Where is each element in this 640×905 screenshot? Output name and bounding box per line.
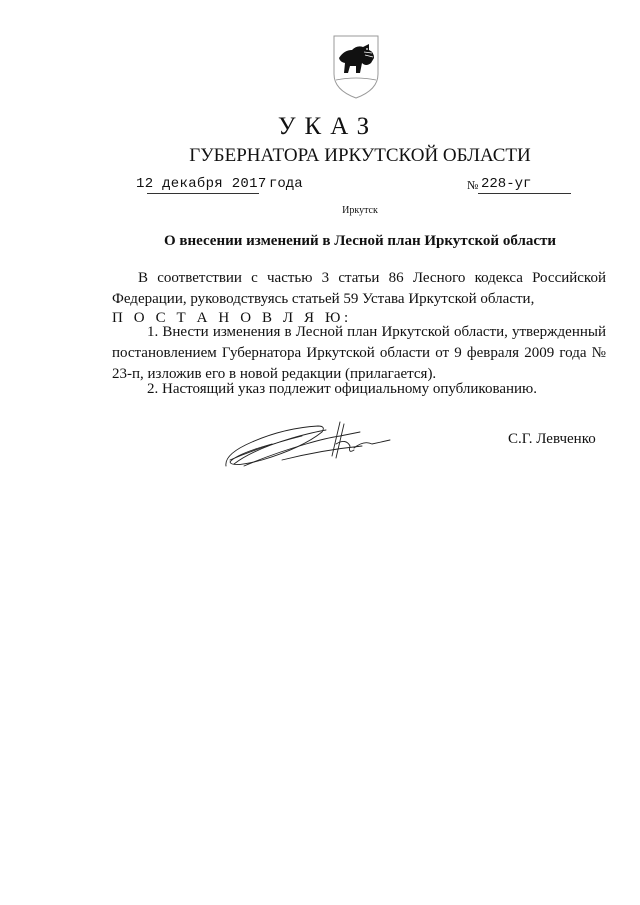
- preamble-paragraph: В соответствии с частью 3 статьи 86 Лесного кодекса Российской Федерации, руководствуясь статьей 59 Устава Иркутской области,: [112, 270, 606, 307]
- decree-word: П О С Т А Н О В Л Я Ю:: [112, 310, 352, 326]
- decree-item-2: 2. Настоящий указ подлежит официальному опубликованию.: [147, 381, 538, 397]
- issuer-title: ГУБЕРНАТОРА ИРКУТСКОЙ ОБЛАСТИ: [189, 145, 531, 166]
- number-underline: [478, 193, 571, 194]
- number-label: №: [467, 178, 479, 192]
- date-suffix: года: [269, 176, 303, 192]
- decree-number: 228-уг: [481, 176, 532, 192]
- document-title: УКАЗ: [277, 113, 379, 140]
- date-underline: [147, 193, 259, 194]
- decree-item-1: 1. Внести изменения в Лесной план Иркутской области, утвержденный постановлением Губернатора Иркутской области от 9 февраля 2009 года № 23-п, изложив его в новой редакции (прилагается).: [112, 324, 606, 382]
- coat-of-arms-icon: [330, 28, 382, 100]
- handwritten-signature-icon: [222, 420, 392, 470]
- city-name: Иркутск: [342, 205, 378, 216]
- signer-name: С.Г. Левченко: [508, 431, 596, 447]
- decree-date: 12 декабря 2017: [136, 176, 267, 192]
- decree-heading: О внесении изменений в Лесной план Иркутской области: [163, 233, 557, 249]
